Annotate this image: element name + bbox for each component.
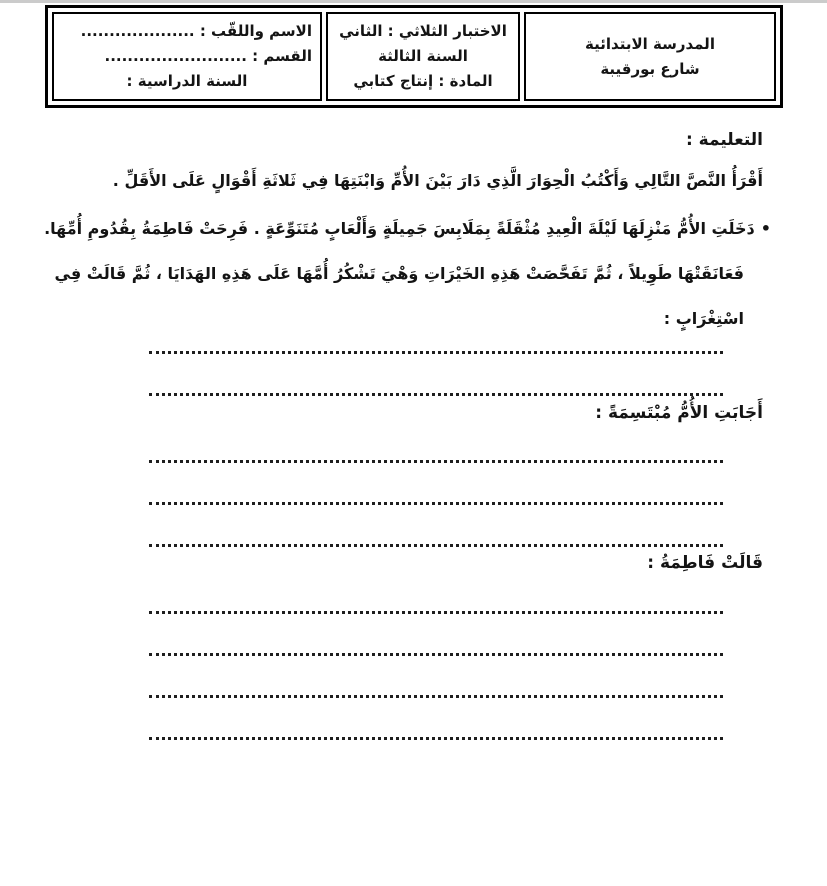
answer-lines-after-mother (149, 421, 723, 547)
student-info-cell (52, 12, 322, 101)
story-line-3: اسْتِغْرَابٍ : (663, 309, 744, 328)
answer-line (149, 505, 723, 547)
bullet-marker: • (760, 219, 771, 238)
school-info-cell (524, 12, 776, 101)
story-line-1 (10, 206, 771, 251)
answer-lines-after-story (149, 312, 723, 396)
mother-answer-label: أَجَابَتِ الأُمُّ مُبْتَسِمَةً : (595, 403, 763, 423)
answer-line (149, 354, 723, 396)
answer-line (149, 421, 723, 463)
header-table (45, 5, 783, 108)
fatima-says-label: قَالَتْ فَاطِمَةُ : (647, 553, 763, 573)
school-year-field: السنة الدراسية : (126, 72, 248, 90)
story-line-1-text: دَخَلَتِ الأُمُّ مَنْزِلَهَا لَيْلَةَ الْعِيدِ مُثْقَلَةً بِمَلَابِسَ جَمِيلَةٍ وَأَلْعَابٍ مُتَنَوِّعَةٍ . فَرِحَتْ فَاطِمَةُ بِقُدُومِ أُمِّهَا. (44, 219, 755, 238)
student-name-field: الاسم واللقّب : .................... (80, 22, 312, 40)
scan-edge-artifact (0, 0, 827, 3)
school-street: شارع بورقيبة (600, 59, 700, 78)
instruction-text: أَقْرَأُ النَّصَّ التَّالِي وَأَكْتُبُ الْحِوَارَ الَّذِي دَارَ بَيْنَ الأُمِّ وَابْنَتِهَا فِي ثَلاثَةِ أَقْوَالٍ عَلَى الأَقَلِّ . (112, 171, 763, 190)
story-line-2: فَعَانَقَتْهَا طَوِيلاً ، ثُمَّ تَفَحَّصَتْ هَذِهِ الخَيْرَاتِ وَهْيَ تَشْكُرُ أُمَّهَا عَلَى هَذِهِ الهَدَايَا ، ثُمَّ قَالَتْ فِي (54, 264, 744, 283)
answer-line (149, 312, 723, 354)
answer-line (149, 614, 723, 656)
exam-trimester: الاختبار الثلاثي : الثاني (339, 22, 507, 40)
answer-lines-after-fatima (149, 572, 723, 740)
exam-subject: المادة : إنتاج كتابي (353, 72, 493, 90)
answer-line (149, 572, 723, 614)
exam-info-cell (326, 12, 520, 101)
exam-grade-year: السنة الثالثة (378, 47, 468, 65)
student-class-field: القسم : ......................... (104, 47, 312, 65)
answer-line (149, 698, 723, 740)
answer-line (149, 463, 723, 505)
answer-line (149, 656, 723, 698)
instruction-title: التعليمة : (685, 130, 763, 150)
school-name: المدرسة الابتدائية (585, 34, 715, 53)
